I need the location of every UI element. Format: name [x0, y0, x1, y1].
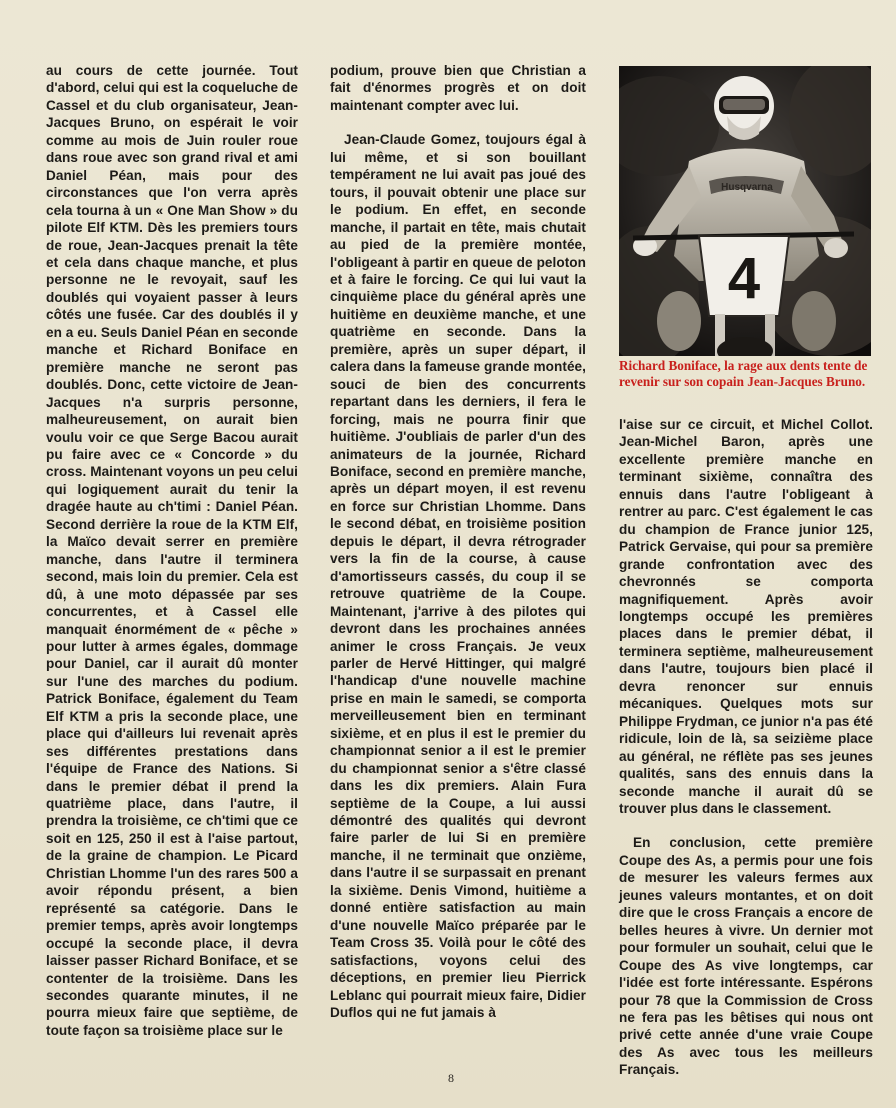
article-column-1: [46, 62, 298, 1039]
number-plate-text: 4: [727, 246, 761, 311]
paragraph: l'aise sur ce circuit, et Michel Collot. Jean-Michel Baron, après une excellente première manche en terminant sixième, connaîtra des ennuis dans l'autre l'obligeant à rentrer au parc. C'est également le cas du champion de France junior 125, Patrick Gervaise, qui pour sa première grande confrontation avec des chevronnés se comporta magnifiquement. Après avoir longtemps occupé les premières places dans le premier débat, il terminera septième, malheureusement dans l'autre, toujours bien placé il devra renoncer sur ennuis mécaniques. Quelques mots sur Philippe Frydman, ce junior n'a pas été ridicule, loin de là, sa seizième place au général, ne réflète pas ses jeunes qualités, sans des ennuis dans la seconde manche il aurait dû se trouver plus dans le classement.: [619, 417, 873, 816]
article-column-3: [619, 416, 873, 1079]
paragraph: Jean-Claude Gomez, toujours égal à lui même, et si son bouillant tempérament ne lui avait pas joué des tours, il pouvait obtenir une place sur le podium. En effet, en seconde manche, il partait en tête, mais chutait au pied de la première montée, l'obligeant à partir en queue de peloton et à faire le forcing. Ce qui lui vaut la cinquième place du général après une huitième en deuxième manche, et une quatrième en seconde. Dans la première, après un super départ, il calera dans la fameuse grande montée, souci de bien des concurrents repartant dans les derniers, il fera le forcing, mais ne pourra finir que huitième. J'oubliais de parler d'un des animateurs de la journée, Richard Boniface, second en première manche, après un départ moyen, il est revenu en force sur Christian Lhomme. Dans le second débat, en troisième position depuis le départ, il devra rétrograder vers la fin de la course, à cause d'amortisseurs cassés, du coup il se retrouve quatrième de la Coupe. Maintenant, j'arrive à des pilotes qui devront dans les prochaines années animer le cross Français. Je veux parler de Hervé Hittinger, qui malgré l'handicap d'une nouvelle machine prise en main le samedi, se comporta merveilleusement bien en terminant sixième, et en plus il est le premier du championnat senior a il est le premier du championnat senior a s'être classé dans les dix premiers. Alain Fura septième de la Coupe, a lui aussi démontré des qualités qui devront faire parler de lui Si en première manche, il ne terminait que onzième, dans l'autre il se surpassait en prenant la sixième. Denis Vimond, huitième a donné entière satisfaction au main d'une nouvelle Maïco préparée par le Team Cross 35. Voilà pour le côté des satisfactions, voyons celui des déceptions, en premier lieu Pierrick Leblanc qui pourrait mieux faire, Didier Duflos qui ne fut jamais à: [330, 132, 586, 1021]
shirt-text: Husqvarna: [721, 182, 773, 193]
photo-caption: Richard Boniface, la rage aux dents tente de revenir sur son copain Jean-Jacques Bruno.: [619, 358, 868, 389]
motocross-rider-photo: [619, 66, 871, 356]
paragraph: au cours de cette journée. Tout d'abord, celui qui est la coqueluche de Cassel et du club organisateur, Jean-Jacques Bruno, on espérait le voir comme au mois de Juin rouler roue dans roue avec son grand rival et ami Daniel Péan, mais pour des circonstances que l'on verra après cela tourna à un « One Man Show » du pilote Elf KTM. Dès les premiers tours de roue, Jean-Jacques prenait la tête et cela dans chaque manche, et plus personne ne le revoyait, sauf les doublés qui voyaient passer à leurs côtés une fusée. Car des doublés il y en a eu. Seuls Daniel Péan en seconde manche et Richard Boniface en première manche ne seront pas doublés. Donc, cette victoire de Jean-Jacques n'a surpris personne, malheureusement, on aurait bien voulu voir ce que Serge Bacou aurait pu faire avec ce « Concorde » du cross. Maintenant voyons un peu celui qui logiquement aurait du tenir la dragée haute au ch'timi : Daniel Péan. Second derrière la roue de la KTM Elf, la Maïco devait serrer en première manche, dans l'autre il terminera second, mais loin du premier. Cela est dû, à une moto dépassée par ses concurrentes, et à Cassel elle manquait énormément de « pêche » pour lutter à armes égales, dommage pour Daniel, car il aurait dû monter sur l'une des marches du podium. Patrick Boniface, également du Team Elf KTM a pris la seconde place, une place qui d'ailleurs lui revenait après ses différentes prestations dans l'équipe de France des Nations. Si dans le premier débat il prend la quatrième place, dans l'autre, il prendra la troisième, ce ch'timi que ce soit en 125, 250 il est à l'aise partout, de la graine de champion. Le Picard Christian Lhomme l'un des rares 500 a avoir répondu présent, a bien représenté sa catégorie. Dans le premier temps, après avoir longtemps occupé la seconde place, il devra laisser passer Richard Boniface, et se contenter de la troisième. Dans les secondes quarante minutes, il ne pourra mieux faire que septième, de toute façon sa troisième place sur le: [46, 63, 298, 1038]
page-number: 8: [448, 1071, 454, 1085]
paragraph: podium, prouve bien que Christian a fait d'énormes progrès et on doit maintenant compter avec lui.: [330, 63, 586, 113]
paragraph: En conclusion, cette première Coupe des As, a permis pour une fois de mesurer les valeurs fermes aux jeunes valeurs montantes, et on doit dire que le cross Français a encore de belles heures à vivre. Un dernier mot pour formuler un souhait, celui que le Coupe des As vive longtemps, car l'idée est forte intéressante. Espérons pour 78 que la Commission de Cross ne fera pas les bêtises qui nous ont privé cette année d'une vraie Coupe des As avec tous les meilleurs Français.: [619, 835, 873, 1078]
article-column-2: [330, 62, 586, 1021]
